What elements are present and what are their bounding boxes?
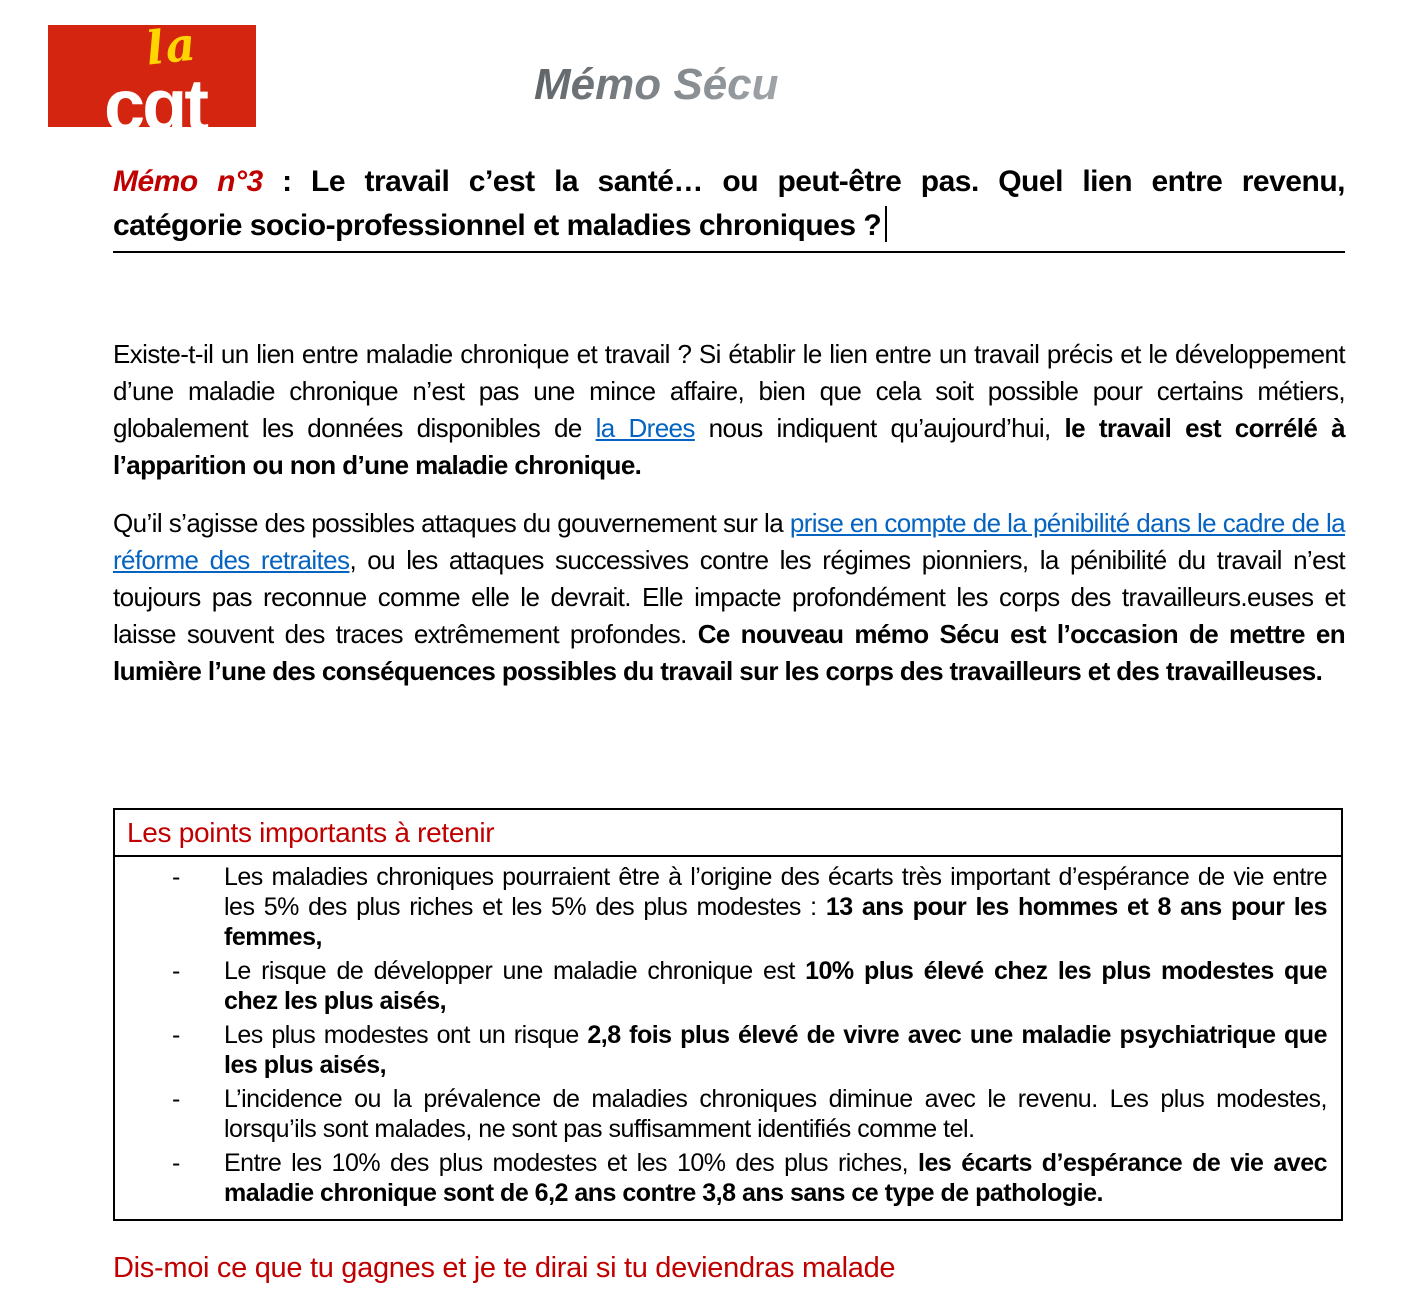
key-point-text: Le risque de développer une maladie chronique est [224,957,806,985]
paragraph-text: Qu’il s’agisse des possibles attaques du gouvernement sur la [113,508,790,538]
drees-link[interactable]: la Drees [595,413,695,443]
key-point-bold: les écarts d’espérance de vie avec maladie chronique sont de 6,2 ans contre 3,8 ans sans ce type de pathologie. [224,1149,1327,1207]
text-cursor [885,206,887,242]
key-points-list [115,857,1341,1219]
key-point-text: Les maladies chroniques pourraient être à l’origine des écarts très important d’espérance de vie entre les 5% des plus riches et les 5% des plus modestes : [224,863,1327,921]
key-point-text: Les plus modestes ont un risque [224,1021,588,1049]
memo-number: Mémo n°3 [113,165,263,198]
memo-title-text-2: catégorie socio-professionnel et maladies chroniques ? [113,209,882,242]
memo-title [113,160,1345,253]
key-point-item [115,862,1327,952]
cgt-logo-text: cgt [104,64,206,147]
paragraph-text: nous indiquent qu’aujourd’hui, [694,413,1065,443]
key-point-text: Entre les 10% des plus modestes et les 10% des plus riches, [224,1149,919,1177]
paragraph-bold-text: le travail est corrélé à l’apparition ou non d’une maladie chronique. [113,413,1345,480]
memo-title-line1 [113,160,1345,204]
key-point-bold: 13 ans pour les hommes et 8 ans pour les femmes, [224,893,1327,951]
paragraph-text: , ou les attaques successives contre les régimes pionniers, la pénibilité du travail n’est toujours pas reconnue comme elle le devrait. Elle impacte profondément les corps des travailleurs.euses et laisse souvent des traces extrêmement profondes. [113,545,1345,649]
cgt-logo-la-script: la [143,16,200,76]
doc-title: Mémo Sécu [534,60,779,109]
key-point-item [115,1020,1327,1080]
key-point-item [115,956,1327,1016]
paragraph-bold-text: Ce nouveau mémo Sécu est l’occasion de mettre en lumière l’une des conséquences possibles du travail sur les corps des travailleurs et des travailleuses. [113,619,1345,686]
memo-title-line2 [113,204,1345,248]
section-heading: Dis-moi ce que tu gagnes et je te dirai si tu deviendras malade [113,1252,896,1284]
key-point-bold: 10% plus élevé chez les plus modestes que chez les plus aisés, [224,957,1328,1015]
key-point-item [115,1148,1327,1208]
cgt-logo [48,16,256,147]
pension-reform-link[interactable]: prise en compte de la pénibilité dans le cadre de la réforme des retraites [113,508,1346,575]
key-point-bold: 2,8 fois plus élevé de vivre avec une maladie psychiatrique que les plus aisés, [224,1021,1327,1079]
key-points-box [113,808,1343,1221]
key-point-item [115,1084,1327,1144]
memo-title-text: : Le travail c’est la santé… ou peut-être pas. Quel lien entre revenu, [262,165,1345,198]
paragraph-text: Existe-t-il un lien entre maladie chronique et travail ? Si établir le lien entre un travail précis et le développement d’une maladie chronique n’est pas une mince affaire, bien que cela soit possible pour certains métiers, globalement les données disponibles de [113,339,1345,443]
paragraph-intro [113,336,1345,484]
key-point-text: L’incidence ou la prévalence de maladies chroniques diminue avec le revenu. Les plus modestes, lorsqu’ils sont malades, ne sont pas suffisamment identifiés comme tel. [224,1085,1327,1143]
paragraph-penibilite [113,505,1345,690]
key-points-title: Les points importants à retenir [115,810,1341,857]
